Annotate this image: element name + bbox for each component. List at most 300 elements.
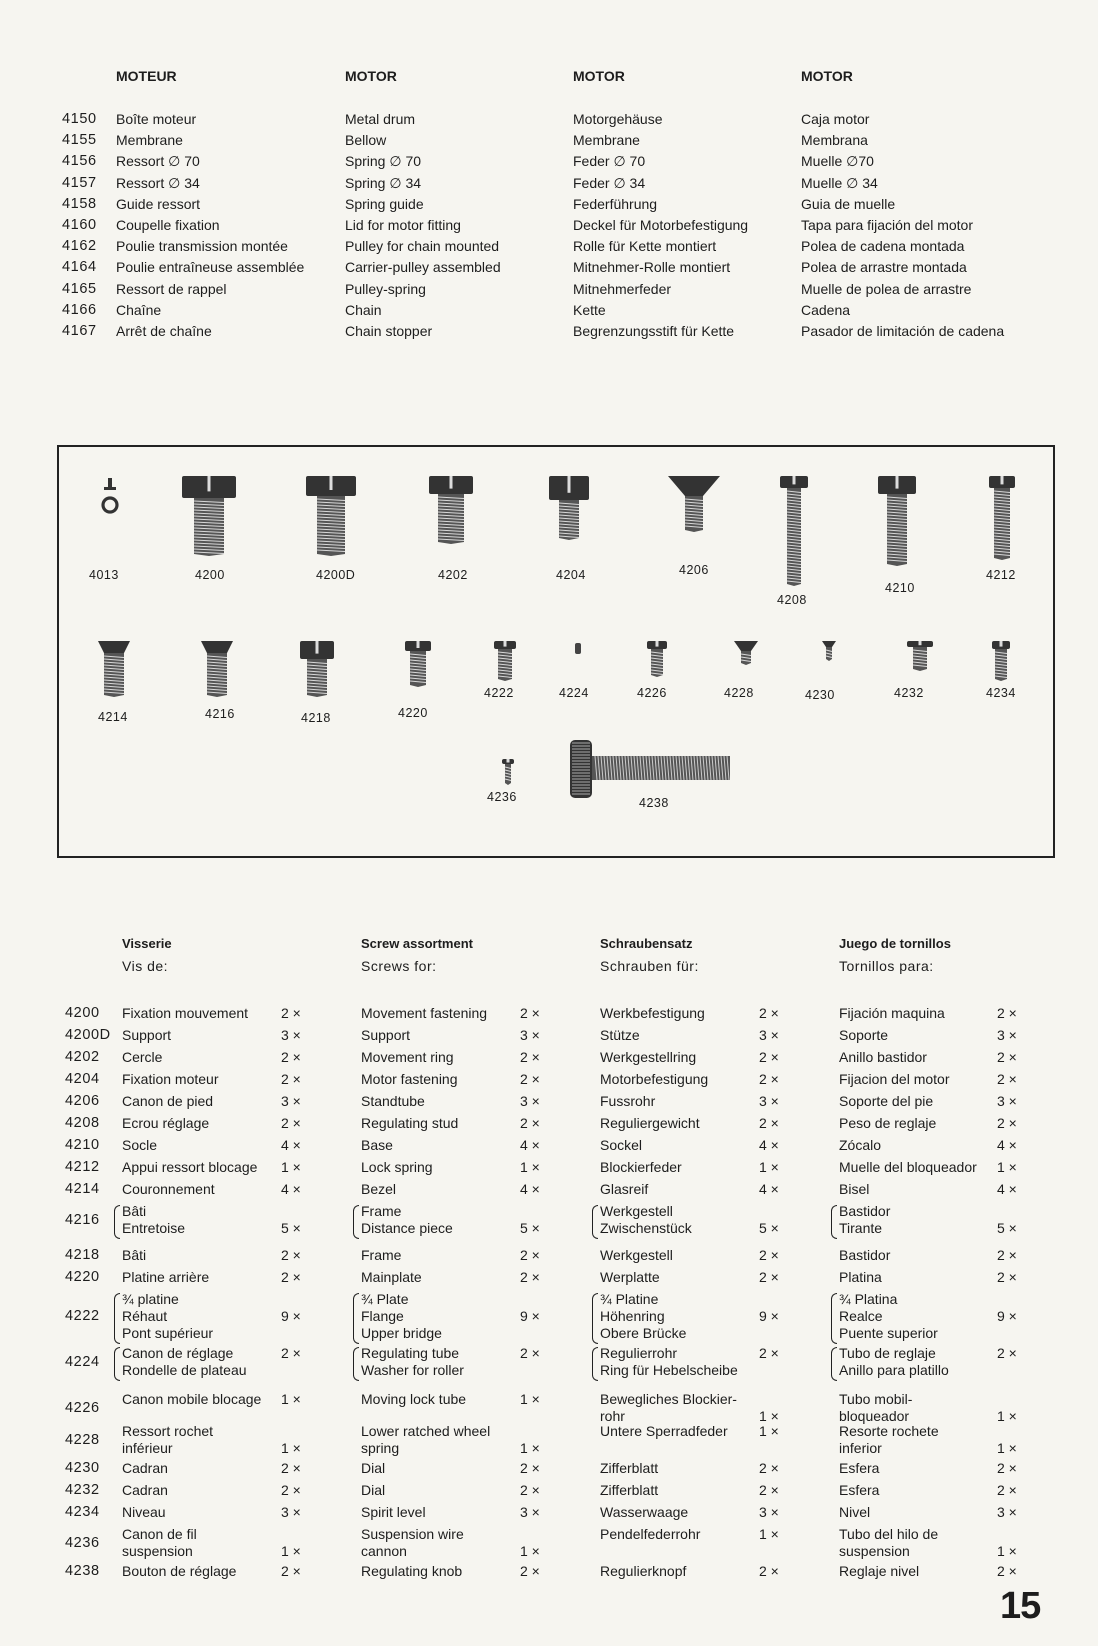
screw-description-fr: inférieur: [122, 1440, 173, 1456]
quantity-fr: 1 ×: [281, 1543, 301, 1559]
screw-description-fr: Cadran: [122, 1482, 168, 1498]
quantity-es: 2 ×: [997, 1049, 1017, 1065]
screw-4210-icon: [877, 476, 917, 566]
quantity-fr: 3 ×: [281, 1504, 301, 1520]
screw-4220-icon: [404, 641, 432, 687]
quantity-de: 1 ×: [759, 1423, 779, 1439]
part-number-label: 4230: [805, 688, 835, 702]
screw-description-en: Moving lock tube: [361, 1391, 467, 1407]
motor-part-name-es: Muelle de polea de arrastre: [801, 280, 972, 297]
motor-part-name-de: Rolle für Kette montiert: [573, 238, 717, 255]
screw-description-de: Bewegliches Blockier-: [600, 1391, 737, 1407]
screw-description-es: ¾ Platina: [839, 1291, 898, 1307]
screw-description-en: Base: [361, 1137, 393, 1153]
quantity-es: 2 ×: [997, 1345, 1017, 1361]
screw-description-en: Mainplate: [361, 1269, 422, 1285]
quantity-de: 2 ×: [759, 1071, 779, 1087]
screw-description-de: Wasserwaage: [600, 1504, 689, 1520]
screw-column-title: Screw assortment: [361, 936, 473, 951]
quantity-fr: 1 ×: [281, 1159, 301, 1175]
screw-description-es: Bisel: [839, 1181, 870, 1197]
screw-description-es: Puente superior: [839, 1325, 938, 1341]
screw-description-fr: Couronnement: [122, 1181, 215, 1197]
grouping-brace: [831, 1293, 837, 1344]
screw-part-number: 4200: [65, 1005, 100, 1021]
screw-description-de: Motorbefestigung: [600, 1071, 709, 1087]
quantity-es: 1 ×: [997, 1408, 1017, 1424]
motor-part-name-de: Begrenzungsstift für Kette: [573, 323, 735, 339]
quantity-es: 2 ×: [997, 1460, 1017, 1476]
screw-description-de: Regulierrohr: [600, 1345, 678, 1361]
screw-part-number: 4202: [65, 1049, 100, 1065]
screw-description-fr: Bâti: [122, 1203, 147, 1219]
motor-part-name-en: Pulley-spring: [345, 280, 426, 297]
screw-part-number: 4232: [65, 1482, 100, 1498]
screw-description-en: Flange: [361, 1308, 404, 1324]
screw-part-number: 4238: [65, 1563, 100, 1579]
motor-part-name-es: Cadena: [801, 301, 851, 318]
motor-part-number: 4156: [62, 153, 97, 170]
part-number-label: 4220: [398, 706, 428, 720]
screw-description-es: Reglaje nivel: [839, 1563, 920, 1579]
screw-column-subtitle: Tornillos para:: [839, 958, 934, 974]
screw-description-fr: Canon de pied: [122, 1093, 214, 1109]
screw-4216-icon: [200, 641, 234, 697]
screw-description-en: Movement fastening: [361, 1005, 488, 1021]
regulating-knob-icon: [568, 740, 733, 798]
motor-part-number: 4162: [62, 238, 97, 255]
quantity-en: 2 ×: [520, 1115, 540, 1131]
screw-4230-icon: [822, 641, 836, 661]
quantity-de: 2 ×: [759, 1482, 779, 1498]
screw-description-en: Frame: [361, 1247, 402, 1263]
motor-part-name-de: Membrane: [573, 132, 640, 149]
quantity-es: 3 ×: [997, 1504, 1017, 1520]
screw-description-en: Washer for roller: [361, 1362, 464, 1378]
quantity-en: 3 ×: [520, 1027, 540, 1043]
part-number-label: 4228: [724, 686, 754, 700]
screw-part-number: 4228: [65, 1431, 100, 1448]
screw-4208-icon: [779, 476, 809, 586]
screw-4232-icon: [906, 641, 934, 671]
screw-description-en: Spirit level: [361, 1504, 426, 1520]
screw-description-fr: Pont supérieur: [122, 1325, 214, 1341]
screw-description-es: Fijacion del motor: [839, 1071, 950, 1087]
motor-part-name-de: Mitnehmerfeder: [573, 280, 672, 297]
part-number-label: 4200D: [316, 568, 356, 582]
part-number-label: 4234: [986, 686, 1016, 700]
screw-description-de: Werkgestellring: [600, 1049, 697, 1065]
part-number-label: 4210: [885, 581, 915, 595]
screw-description-de: Zifferblatt: [600, 1482, 659, 1498]
screw-description-de: Untere Sperradfeder: [600, 1423, 728, 1439]
motor-part-name-fr: Chaîne: [116, 301, 162, 318]
screw-column-title: Visserie: [122, 936, 172, 951]
screw-description-es: Soporte del pie: [839, 1093, 934, 1109]
quantity-fr: 2 ×: [281, 1460, 301, 1476]
quantity-es: 1 ×: [997, 1159, 1017, 1175]
screw-description-fr: Rondelle de plateau: [122, 1362, 247, 1378]
screw-description-de: Fussrohr: [600, 1093, 656, 1109]
grouping-brace: [831, 1205, 837, 1239]
motor-part-number: 4167: [62, 323, 97, 339]
screw-description-en: Regulating stud: [361, 1115, 459, 1131]
screw-description-fr: Platine arrière: [122, 1269, 210, 1285]
screw-part-number: 4226: [65, 1399, 100, 1416]
quantity-es: 1 ×: [997, 1543, 1017, 1559]
screw-description-en: Dial: [361, 1460, 386, 1476]
screw-description-fr: ¾ platine: [122, 1291, 179, 1307]
screw-4228-icon: [734, 641, 758, 665]
motor-part-name-en: Lid for motor fitting: [345, 217, 461, 233]
quantity-de: 4 ×: [759, 1181, 779, 1197]
part-number-label: 4208: [777, 593, 807, 607]
screw-column-title: Juego de tornillos: [839, 936, 951, 951]
quantity-en: 3 ×: [520, 1093, 540, 1109]
motor-part-name-en: Chain stopper: [345, 323, 433, 339]
screw-description-fr: Socle: [122, 1137, 158, 1153]
motor-part-name-es: Pasador de limitación de cadena: [801, 323, 1005, 339]
screw-description-en: Bezel: [361, 1181, 397, 1197]
quantity-de: 3 ×: [759, 1504, 779, 1520]
screw-description-en: Movement ring: [361, 1049, 454, 1065]
screw-description-de: Obere Brücke: [600, 1325, 687, 1341]
motor-column-header: MOTOR: [345, 68, 397, 84]
motor-part-number: 4160: [62, 217, 97, 233]
screw-description-es: Resorte rochete: [839, 1423, 939, 1439]
screw-description-de: rohr: [600, 1408, 625, 1424]
screw-4204-icon: [548, 476, 590, 540]
screw-description-en: Distance piece: [361, 1220, 453, 1236]
quantity-es: 4 ×: [997, 1181, 1017, 1197]
grouping-brace: [114, 1347, 120, 1381]
motor-part-name-es: Polea de arrastre montada: [801, 259, 967, 276]
screw-description-en: Lower ratched wheel: [361, 1423, 491, 1439]
screw-4234-icon: [991, 641, 1011, 681]
motor-part-name-fr: Membrane: [116, 132, 183, 149]
part-number-label: 4218: [301, 711, 331, 725]
screw-description-es: Esfera: [839, 1460, 880, 1476]
motor-part-name-fr: Coupelle fixation: [116, 217, 220, 233]
screw-description-en: Standtube: [361, 1093, 425, 1109]
screw-column-subtitle: Screws for:: [361, 958, 437, 974]
quantity-fr: 2 ×: [281, 1115, 301, 1131]
motor-column-header: MOTEUR: [116, 68, 177, 84]
quantity-fr: 3 ×: [281, 1093, 301, 1109]
screw-description-es: Bastidor: [839, 1247, 891, 1263]
screw-description-en: Upper bridge: [361, 1325, 442, 1341]
motor-part-name-fr: Ressort ∅ 70: [116, 153, 200, 170]
quantity-fr: 5 ×: [281, 1220, 301, 1236]
quantity-en: 2 ×: [520, 1482, 540, 1498]
screw-part-number: 4218: [65, 1247, 100, 1263]
screw-description-en: spring: [361, 1440, 400, 1456]
screw-description-de: Werkbefestigung: [600, 1005, 705, 1021]
screw-description-de: Regulierknopf: [600, 1563, 687, 1579]
motor-part-name-es: Membrana: [801, 132, 868, 149]
screw-column-subtitle: Vis de:: [122, 958, 169, 974]
screw-description-es: Anillo bastidor: [839, 1049, 927, 1065]
screw-part-number: 4204: [65, 1071, 100, 1087]
screw-4200-icon: [181, 476, 237, 556]
quantity-en: 4 ×: [520, 1137, 540, 1153]
screw-4200D-icon: [305, 476, 357, 556]
motor-part-name-es: Tapa para fijación del motor: [801, 217, 973, 233]
washer-icon: [101, 478, 127, 522]
quantity-en: 1 ×: [520, 1391, 540, 1407]
quantity-fr: 2 ×: [281, 1563, 301, 1579]
quantity-en: 3 ×: [520, 1504, 540, 1520]
motor-part-name-fr: Ressort ∅ 34: [116, 174, 200, 191]
screw-description-fr: Appui ressort blocage: [122, 1159, 258, 1175]
quantity-en: 4 ×: [520, 1181, 540, 1197]
quantity-en: 2 ×: [520, 1460, 540, 1476]
screw-description-fr: Ecrou réglage: [122, 1115, 210, 1131]
part-number-label: 4222: [484, 686, 514, 700]
part-number-label: 4013: [89, 568, 119, 582]
quantity-de: 2 ×: [759, 1247, 779, 1263]
screw-4206-icon: [668, 476, 720, 532]
quantity-en: 1 ×: [520, 1543, 540, 1559]
quantity-de: 2 ×: [759, 1345, 779, 1361]
screw-part-number: 4236: [65, 1534, 100, 1551]
quantity-fr: 2 ×: [281, 1482, 301, 1498]
screw-description-fr: Entretoise: [122, 1220, 186, 1236]
motor-part-name-es: Polea de cadena montada: [801, 238, 965, 255]
motor-part-name-en: Metal drum: [345, 111, 416, 127]
quantity-fr: 4 ×: [281, 1137, 301, 1153]
screw-part-number: 4224: [65, 1353, 100, 1370]
grouping-brace: [592, 1205, 598, 1239]
quantity-es: 3 ×: [997, 1027, 1017, 1043]
part-number-label: 4202: [438, 568, 468, 582]
grouping-brace: [831, 1347, 837, 1381]
screw-description-en: Regulating tube: [361, 1345, 460, 1361]
motor-part-name-de: Federführung: [573, 195, 658, 212]
screw-description-en: Regulating knob: [361, 1563, 463, 1579]
grouping-brace: [353, 1205, 359, 1239]
screw-description-es: inferior: [839, 1440, 882, 1456]
motor-part-name-en: Spring ∅ 70: [345, 153, 422, 170]
part-number-label: 4238: [639, 796, 669, 810]
motor-part-name-en: Bellow: [345, 132, 387, 149]
quantity-fr: 2 ×: [281, 1269, 301, 1285]
screw-description-fr: Niveau: [122, 1504, 166, 1520]
motor-part-name-de: Mitnehmer-Rolle montiert: [573, 259, 731, 276]
screw-part-number: 4222: [65, 1308, 100, 1324]
screw-4226-icon: [646, 641, 668, 677]
screw-description-es: Esfera: [839, 1482, 880, 1498]
part-number-label: 4216: [205, 707, 235, 721]
motor-part-name-en: Pulley for chain mounted: [345, 238, 500, 255]
motor-part-name-es: Caja motor: [801, 111, 870, 127]
screw-description-es: Nivel: [839, 1504, 871, 1520]
screw-part-number: 4234: [65, 1504, 100, 1520]
motor-part-name-fr: Guide ressort: [116, 195, 201, 212]
quantity-fr: 1 ×: [281, 1391, 301, 1407]
motor-part-name-fr: Arrêt de chaîne: [116, 323, 212, 339]
part-number-label: 4206: [679, 563, 709, 577]
screw-description-de: Blockierfeder: [600, 1159, 682, 1175]
screw-description-en: Support: [361, 1027, 411, 1043]
quantity-es: 5 ×: [997, 1220, 1017, 1236]
quantity-en: 1 ×: [520, 1159, 540, 1175]
motor-part-name-en: Carrier-pulley assembled: [345, 259, 501, 276]
screw-part-number: 4216: [65, 1211, 100, 1228]
screw-description-es: Tubo mobil-: [839, 1391, 913, 1407]
quantity-en: 2 ×: [520, 1005, 540, 1021]
screw-description-de: Ring für Hebelscheibe: [600, 1362, 738, 1378]
quantity-de: 3 ×: [759, 1093, 779, 1109]
screw-description-de: Stütze: [600, 1027, 640, 1043]
screw-description-es: Tubo del hilo de: [839, 1526, 939, 1542]
quantity-fr: 2 ×: [281, 1247, 301, 1263]
screw-description-de: ¾ Platine: [600, 1291, 659, 1307]
motor-part-name-en: Spring guide: [345, 195, 424, 212]
quantity-en: 2 ×: [520, 1269, 540, 1285]
motor-part-name-de: Motorgehäuse: [573, 111, 663, 127]
part-number-label: 4226: [637, 686, 667, 700]
screw-4218-icon: [298, 641, 336, 697]
screw-description-fr: Canon de fil: [122, 1526, 197, 1542]
screw-description-de: Zifferblatt: [600, 1460, 659, 1476]
grouping-brace: [592, 1347, 598, 1381]
part-number-label: 4236: [487, 790, 517, 804]
part-number-label: 4200: [195, 568, 225, 582]
page-number: 15: [1000, 1585, 1041, 1627]
screw-description-de: Höhenring: [600, 1308, 665, 1324]
screw-4214-icon: [97, 641, 131, 697]
screw-description-es: bloqueador: [839, 1408, 910, 1424]
grouping-brace: [592, 1293, 598, 1344]
motor-part-name-fr: Poulie entraîneuse assemblée: [116, 259, 305, 276]
screw-description-es: Realce: [839, 1308, 883, 1324]
screw-column-subtitle: Schrauben für:: [600, 958, 699, 974]
screw-part-number: 4200D: [65, 1027, 111, 1043]
quantity-de: 2 ×: [759, 1049, 779, 1065]
screw-description-de: Glasreif: [600, 1181, 649, 1197]
quantity-es: 2 ×: [997, 1563, 1017, 1579]
part-number-label: 4204: [556, 568, 586, 582]
screw-4212-icon: [988, 476, 1016, 560]
screw-part-number: 4230: [65, 1460, 100, 1476]
screw-4224-icon: [574, 643, 582, 655]
quantity-de: 2 ×: [759, 1460, 779, 1476]
quantity-en: 2 ×: [520, 1071, 540, 1087]
quantity-es: 2 ×: [997, 1005, 1017, 1021]
screw-description-es: Tirante: [839, 1220, 883, 1236]
screw-description-es: suspension: [839, 1543, 910, 1559]
screw-description-de: Werkgestell: [600, 1203, 673, 1219]
screw-4202-icon: [428, 476, 474, 544]
motor-part-number: 4157: [62, 174, 97, 191]
quantity-fr: 2 ×: [281, 1049, 301, 1065]
motor-part-name-es: Guia de muelle: [801, 195, 896, 212]
motor-part-number: 4155: [62, 132, 97, 149]
quantity-fr: 1 ×: [281, 1440, 301, 1456]
screw-column-title: Schraubensatz: [600, 936, 693, 951]
screw-description-fr: Cadran: [122, 1460, 168, 1476]
quantity-en: 2 ×: [520, 1563, 540, 1579]
motor-part-number: 4165: [62, 280, 97, 297]
quantity-en: 1 ×: [520, 1440, 540, 1456]
screw-description-fr: Fixation mouvement: [122, 1005, 249, 1021]
motor-column-header: MOTOR: [801, 68, 853, 84]
screw-description-es: Peso de reglaje: [839, 1115, 937, 1131]
quantity-es: 4 ×: [997, 1137, 1017, 1153]
screw-description-es: Muelle del bloqueador: [839, 1159, 977, 1175]
screw-description-es: Bastidor: [839, 1203, 891, 1219]
motor-part-number: 4166: [62, 301, 97, 318]
screw-description-es: Tubo de reglaje: [839, 1345, 936, 1361]
quantity-de: 2 ×: [759, 1115, 779, 1131]
quantity-de: 9 ×: [759, 1308, 779, 1324]
screw-description-de: Reguliergewicht: [600, 1115, 700, 1131]
part-number-label: 4232: [894, 686, 924, 700]
motor-part-name-es: Muelle ∅ 34: [801, 174, 878, 191]
quantity-fr: 3 ×: [281, 1027, 301, 1043]
screw-description-es: Platina: [839, 1269, 882, 1285]
quantity-en: 9 ×: [520, 1308, 540, 1324]
quantity-es: 2 ×: [997, 1071, 1017, 1087]
quantity-es: 3 ×: [997, 1093, 1017, 1109]
screw-description-en: cannon: [361, 1543, 407, 1559]
motor-part-name-de: Deckel für Motorbefestigung: [573, 217, 749, 233]
screw-description-de: Werplatte: [600, 1269, 660, 1285]
motor-part-name-fr: Boîte moteur: [116, 111, 197, 127]
screw-part-number: 4206: [65, 1093, 100, 1109]
screw-description-es: Fijación maquina: [839, 1005, 945, 1021]
screw-description-fr: Canon de réglage: [122, 1345, 234, 1361]
motor-part-number: 4150: [62, 111, 97, 127]
quantity-es: 2 ×: [997, 1115, 1017, 1131]
motor-part-name-de: Kette: [573, 301, 606, 318]
motor-part-name-en: Chain: [345, 301, 382, 318]
quantity-de: 2 ×: [759, 1005, 779, 1021]
quantity-en: 2 ×: [520, 1345, 540, 1361]
quantity-en: 2 ×: [520, 1247, 540, 1263]
screw-part-number: 4212: [65, 1159, 100, 1175]
motor-part-number: 4158: [62, 195, 97, 212]
screw-description-de: Pendelfederrohr: [600, 1526, 701, 1542]
motor-column-header: MOTOR: [573, 68, 625, 84]
quantity-de: 1 ×: [759, 1526, 779, 1542]
grouping-brace: [353, 1347, 359, 1381]
grouping-brace: [114, 1293, 120, 1344]
quantity-fr: 9 ×: [281, 1308, 301, 1324]
screw-description-de: Zwischenstück: [600, 1220, 692, 1236]
quantity-es: 2 ×: [997, 1482, 1017, 1498]
quantity-es: 1 ×: [997, 1440, 1017, 1456]
screw-4222-icon: [493, 641, 517, 681]
screw-description-en: ¾ Plate: [361, 1291, 409, 1307]
quantity-es: 9 ×: [997, 1308, 1017, 1324]
quantity-en: 2 ×: [520, 1049, 540, 1065]
screw-description-en: Suspension wire: [361, 1526, 464, 1542]
quantity-fr: 4 ×: [281, 1181, 301, 1197]
quantity-de: 1 ×: [759, 1408, 779, 1424]
motor-part-name-fr: Poulie transmission montée: [116, 238, 288, 255]
screw-description-fr: Ressort rochet: [122, 1423, 214, 1439]
part-number-label: 4224: [559, 686, 589, 700]
screw-description-fr: Support: [122, 1027, 172, 1043]
grouping-brace: [353, 1293, 359, 1344]
motor-part-name-de: Feder ∅ 34: [573, 174, 646, 191]
quantity-de: 3 ×: [759, 1027, 779, 1043]
quantity-es: 2 ×: [997, 1269, 1017, 1285]
screw-description-fr: Cercle: [122, 1049, 163, 1065]
screw-description-de: Sockel: [600, 1137, 643, 1153]
